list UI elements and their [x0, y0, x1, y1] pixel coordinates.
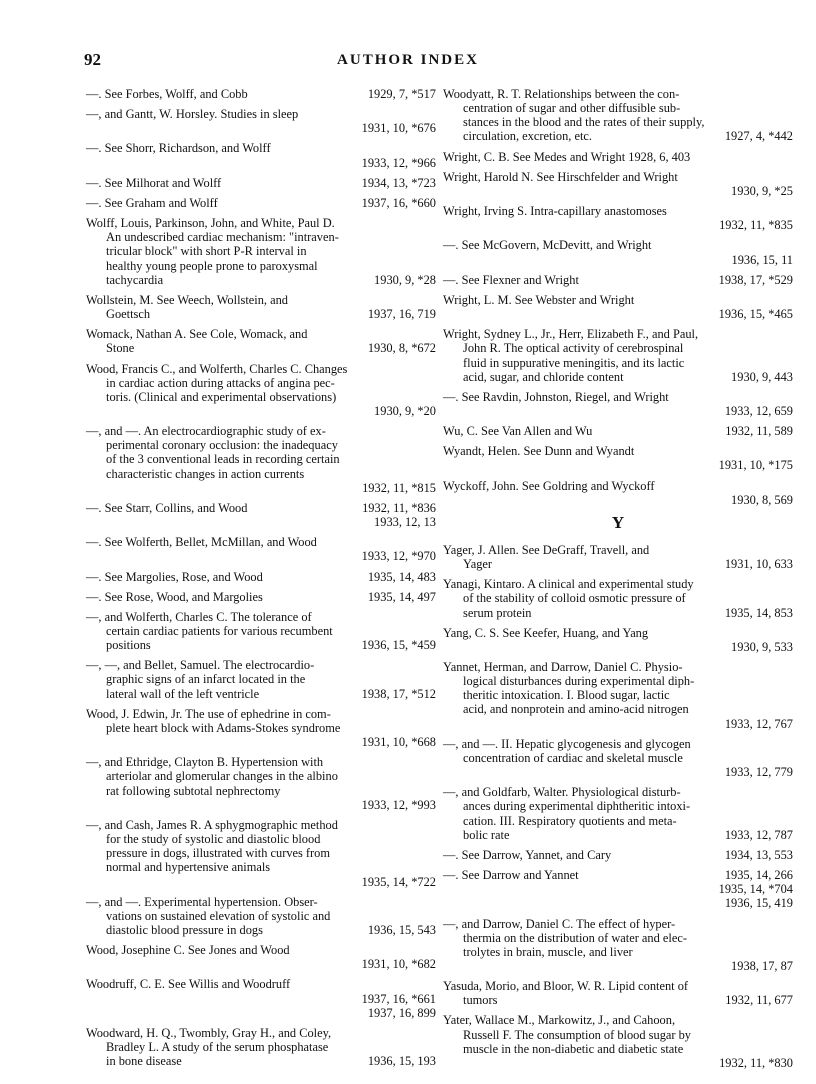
index-entry	[443, 238, 793, 266]
entry-line: stances in the blood and the rates of their supply,	[463, 115, 705, 130]
entry-line: 1931, 10, *175	[718, 458, 793, 473]
entry-line: toris. (Clinical and experimental observations)	[106, 389, 337, 404]
entry-line: Wood, J. Edwin, Jr. The use of ephedrine in com-	[86, 706, 331, 721]
entry-line: —. See Starr, Collins, and Wood 1932, 11, *836	[86, 500, 436, 515]
index-entry	[443, 1013, 793, 1070]
entry-line: 1930, 9, *25	[731, 183, 793, 198]
index-entry	[443, 293, 793, 321]
entry-line: —. See Forbes, Wolff, and Cobb 1929, 7, *517	[86, 87, 436, 101]
entry-line: cation. III. Respiratory quotients and meta-	[463, 813, 677, 828]
entry-line: diastolic blood pressure in dogs 1936, 15, 543	[106, 922, 436, 937]
entry-line: Wood, Josephine C. See Jones and Wood	[86, 943, 290, 958]
entry-line: —, and Cash, James R. A sphygmographic method	[86, 817, 338, 832]
index-entry	[86, 590, 436, 604]
index-entry	[443, 390, 793, 418]
entry-line: Woodyatt, R. T. Relationships between the con-	[443, 87, 680, 101]
entry-line: normal and hypertensive animals	[106, 860, 271, 875]
entry-line: 1938, 17, 87	[731, 958, 793, 973]
entry-line: John R. The optical activity of cerebrospinal	[463, 341, 684, 356]
index-entry	[443, 979, 793, 1007]
entry-line: —. See Darrow and Yannet 1935, 14, 266	[443, 868, 793, 883]
entry-line: tumors 1932, 11, 677	[463, 993, 793, 1008]
entry-line: 1932, 11, *835	[719, 218, 793, 233]
entry-line: —, and Goldfarb, Walter. Physiological disturb-	[443, 785, 681, 800]
page-number: 92	[84, 50, 101, 69]
entry-line: —. See Darrow, Yannet, and Cary 1934, 13, 553	[443, 847, 793, 862]
entry-line: in bone disease 1936, 15, 193	[106, 1054, 436, 1069]
entry-line: muscle in the non-diabetic and diabetic state	[463, 1041, 684, 1056]
entry-line: 1933, 12, 779	[724, 765, 793, 780]
index-entry	[443, 543, 793, 571]
entry-line: 1931, 10, *668	[361, 735, 436, 750]
entry-line: plete heart block with Adams-Stokes syndrome	[106, 720, 341, 735]
entry-line: tricular block" with short P-R interval in	[106, 244, 307, 259]
index-entry	[86, 977, 436, 1019]
entry-line: —. See Wolferth, Bellet, McMillan, and Wood	[86, 535, 317, 550]
entry-line: Yager 1931, 10, 633	[463, 557, 793, 572]
entry-line: 1930, 9, *20	[374, 403, 436, 418]
entry-line: 1932, 11, *830	[719, 1055, 793, 1070]
index-entry	[86, 658, 436, 700]
entry-line: —, and Darrow, Daniel C. The effect of hyper-	[443, 916, 676, 931]
entry-line: Yater, Wallace M., Markowitz, J., and Cahoon,	[443, 1013, 676, 1028]
entry-line: in cardiac action during attacks of angina pec-	[106, 375, 335, 390]
entry-line: 1931, 10, *682	[361, 957, 436, 972]
index-entry	[86, 570, 436, 584]
index-entry	[443, 660, 793, 731]
right-column	[443, 87, 793, 1076]
entry-line: 1933, 12, 767	[724, 716, 793, 731]
entry-line: 1937, 16, 899	[367, 1005, 436, 1020]
entry-line: ances during experimental diphtheritic intoxi-	[463, 799, 691, 814]
entry-line: Wright, C. B. See Medes and Wright 1928, 6, 403	[443, 149, 691, 164]
index-entry	[86, 87, 436, 101]
entry-line: arteriolar and glomerular changes in the albino	[106, 769, 338, 784]
entry-line: Woodruff, C. E. See Willis and Woodruff	[86, 977, 291, 992]
entry-line: Wood, Francis C., and Wolferth, Charles C. Changes	[86, 361, 348, 376]
entry-line: graphic signs of an infarct located in the	[106, 672, 306, 687]
entry-line: characteristic changes in action currents	[106, 466, 305, 481]
entry-line: Wyckoff, John. See Goldring and Wyckoff	[443, 478, 655, 493]
index-entry	[443, 170, 793, 198]
entry-line: Wu, C. See Van Allen and Wu 1932, 11, 589	[443, 424, 793, 439]
entry-line: —, and —. II. Hepatic glycogenesis and glycogen	[443, 736, 691, 751]
entry-line: Wright, Harold N. See Hirschfelder and Wright	[443, 169, 678, 184]
index-entry	[443, 737, 793, 779]
entry-line: Woodward, H. Q., Twombly, Gray H., and Coley,	[86, 1025, 332, 1040]
entry-line: of the stability of colloid osmotic pressure of	[463, 591, 686, 606]
index-entry	[443, 848, 793, 862]
entry-line: —. See Milhorat and Wolff 1934, 13, *723	[86, 175, 436, 190]
entry-line: —. See Rose, Wood, and Margolies 1935, 14, 497	[86, 589, 436, 604]
section-letter: Y	[611, 512, 625, 532]
entry-line: vations on sustained elevation of systolic and	[106, 908, 331, 923]
entry-line: —. See Margolies, Rose, and Wood 1935, 14, 483	[86, 569, 436, 584]
entry-line: Yannet, Herman, and Darrow, Daniel C. Physio-	[443, 660, 683, 674]
index-entry	[86, 293, 436, 321]
entry-line: —. See Graham and Wolff 1937, 16, *660	[86, 195, 436, 210]
entry-line: 1936, 15, 419	[724, 896, 793, 911]
index-entry	[86, 196, 436, 210]
entry-line: 1931, 10, *676	[361, 121, 436, 136]
index-entry	[443, 444, 793, 472]
index-entry	[86, 501, 436, 529]
entry-line: Womack, Nathan A. See Cole, Womack, and	[86, 327, 308, 342]
index-entry	[443, 868, 793, 910]
entry-line: 1935, 14, *722	[361, 874, 436, 889]
index-entry	[86, 535, 436, 563]
entry-line: tachycardia 1930, 9, *28	[106, 272, 436, 287]
entry-line: Russell F. The consumption of blood sugar by	[463, 1027, 691, 1042]
entry-line: fluid in suppurative meningitis, and its lactic	[463, 355, 685, 370]
entry-line: 1937, 16, *661	[361, 991, 436, 1006]
entry-line: 1936, 15, *465	[718, 307, 793, 322]
entry-line: 1933, 12, *970	[361, 549, 436, 564]
index-entry	[86, 107, 436, 135]
entry-line: —, and Ethridge, Clayton B. Hypertension with	[86, 755, 324, 770]
index-entry	[86, 176, 436, 190]
index-entry	[86, 141, 436, 169]
index-entry	[86, 362, 436, 419]
entry-line: —, and Gantt, W. Horsley. Studies in sleep	[86, 107, 299, 122]
entry-line: Yanagi, Kintaro. A clinical and experimental study	[443, 577, 694, 592]
index-entry	[443, 626, 793, 654]
entry-line: —. See Ravdin, Johnston, Riegel, and Wright	[443, 389, 669, 404]
entry-line: 1930, 8, 569	[731, 492, 793, 507]
index-entry	[443, 479, 793, 507]
entry-line: theritic intoxication. I. Blood sugar, lactic	[463, 688, 670, 703]
entry-line: of the 3 conventional leads in recording certain	[106, 452, 340, 467]
entry-line: logical disturbances during experimental diph-	[463, 674, 695, 689]
entry-line: acid, and nonprotein and amino-acid nitrogen	[463, 702, 689, 717]
entry-line: Bradley L. A study of the serum phosphatase	[106, 1040, 329, 1055]
entry-line: thermia on the distribution of water and elec-	[463, 930, 687, 945]
entry-line: centration of sugar and other diffusible sub-	[463, 101, 681, 116]
index-entry	[86, 216, 436, 287]
entry-line: 1933, 12, *993	[361, 797, 436, 812]
index-entry	[443, 785, 793, 842]
index-entry	[86, 707, 436, 749]
entry-line: —, and Wolferth, Charles C. The tolerance of	[86, 609, 312, 624]
entry-line: circulation, excretion, etc. 1927, 4, *442	[463, 129, 793, 144]
index-entry	[86, 943, 436, 971]
entry-line: Yager, J. Allen. See DeGraff, Travell, and	[443, 542, 650, 557]
entry-line: positions 1936, 15, *459	[106, 638, 436, 653]
entry-line: 1933, 12, *966	[361, 155, 436, 170]
index-entry	[86, 424, 436, 495]
index-entry	[443, 150, 793, 164]
entry-line: Wright, Irving S. Intra-capillary anastomoses	[443, 204, 667, 219]
entry-line: Wollstein, M. See Weech, Wollstein, and	[86, 292, 288, 307]
entry-line: for the study of systolic and diastolic blood	[106, 832, 321, 847]
entry-line: 1935, 14, *704	[718, 882, 793, 897]
index-entry	[443, 327, 793, 384]
page-title: AUTHOR INDEX	[337, 52, 479, 68]
index-entry	[443, 204, 793, 232]
index-entry	[443, 87, 793, 144]
entry-line: 1930, 9, 533	[731, 639, 793, 654]
entry-line: 1932, 11, *815	[362, 480, 436, 495]
index-entry	[86, 327, 436, 355]
index-entry	[443, 273, 793, 287]
entry-line: —, —, and Bellet, Samuel. The electrocardio-	[86, 658, 315, 673]
entry-line: Stone 1930, 8, *672	[106, 341, 436, 356]
entry-line: Yasuda, Morio, and Bloor, W. R. Lipid content of	[443, 979, 689, 994]
entry-line: —. See Shorr, Richardson, and Wolff	[86, 141, 271, 156]
index-entry	[86, 818, 436, 889]
entry-line: acid, sugar, and chloride content 1930, 9, 443	[463, 369, 793, 384]
index-entry	[443, 917, 793, 974]
entry-line: Wolff, Louis, Parkinson, John, and White, Paul D.	[86, 216, 335, 231]
entry-line: Wright, Sydney L., Jr., Herr, Elizabeth F., and Paul,	[443, 327, 699, 342]
entry-line: certain cardiac patients for various recumbent	[106, 624, 333, 638]
index-entry	[86, 610, 436, 652]
entry-line: Goettsch 1937, 16, 719	[106, 307, 436, 322]
entry-line: Yang, C. S. See Keefer, Huang, and Yang	[443, 625, 649, 640]
entry-line: rat following subtotal nephrectomy	[106, 783, 281, 798]
entry-line: bolic rate 1933, 12, 787	[463, 827, 793, 842]
entry-line: An undescribed cardiac mechanism: "intraven-	[106, 230, 339, 245]
entry-line: perimental coronary occlusion: the inadequacy	[106, 438, 338, 453]
entry-line: serum protein 1935, 14, 853	[463, 605, 793, 620]
entry-line: Wyandt, Helen. See Dunn and Wyandt	[443, 444, 635, 459]
left-column	[86, 87, 436, 1074]
entry-line: 1936, 15, 11	[731, 252, 793, 267]
entry-line: Wright, L. M. See Webster and Wright	[443, 292, 635, 307]
entry-line: trolytes in brain, muscle, and liver	[463, 944, 633, 959]
entry-line: —, and —. An electrocardiographic study of ex-	[86, 424, 326, 439]
entry-line: concentration of cardiac and skeletal muscle	[463, 750, 683, 765]
index-entry	[86, 755, 436, 812]
index-entry	[443, 577, 793, 619]
entry-line: 1933, 12, 13	[374, 515, 436, 530]
index-entry	[443, 424, 793, 438]
entry-line: pressure in dogs, illustrated with curves from	[106, 846, 331, 861]
entry-line: —. See Flexner and Wright 1938, 17, *529	[443, 272, 793, 287]
entry-line: —, and —. Experimental hypertension. Obser-	[86, 894, 318, 909]
index-entry	[86, 1026, 436, 1068]
index-entry	[86, 895, 436, 937]
entry-line: 1933, 12, 659	[724, 403, 793, 418]
entry-line: healthy young people prone to paroxysmal	[106, 258, 318, 273]
entry-line: lateral wall of the left ventricle 1938, 17, *512	[106, 686, 436, 701]
entry-line: —. See McGovern, McDevitt, and Wright	[443, 238, 652, 253]
